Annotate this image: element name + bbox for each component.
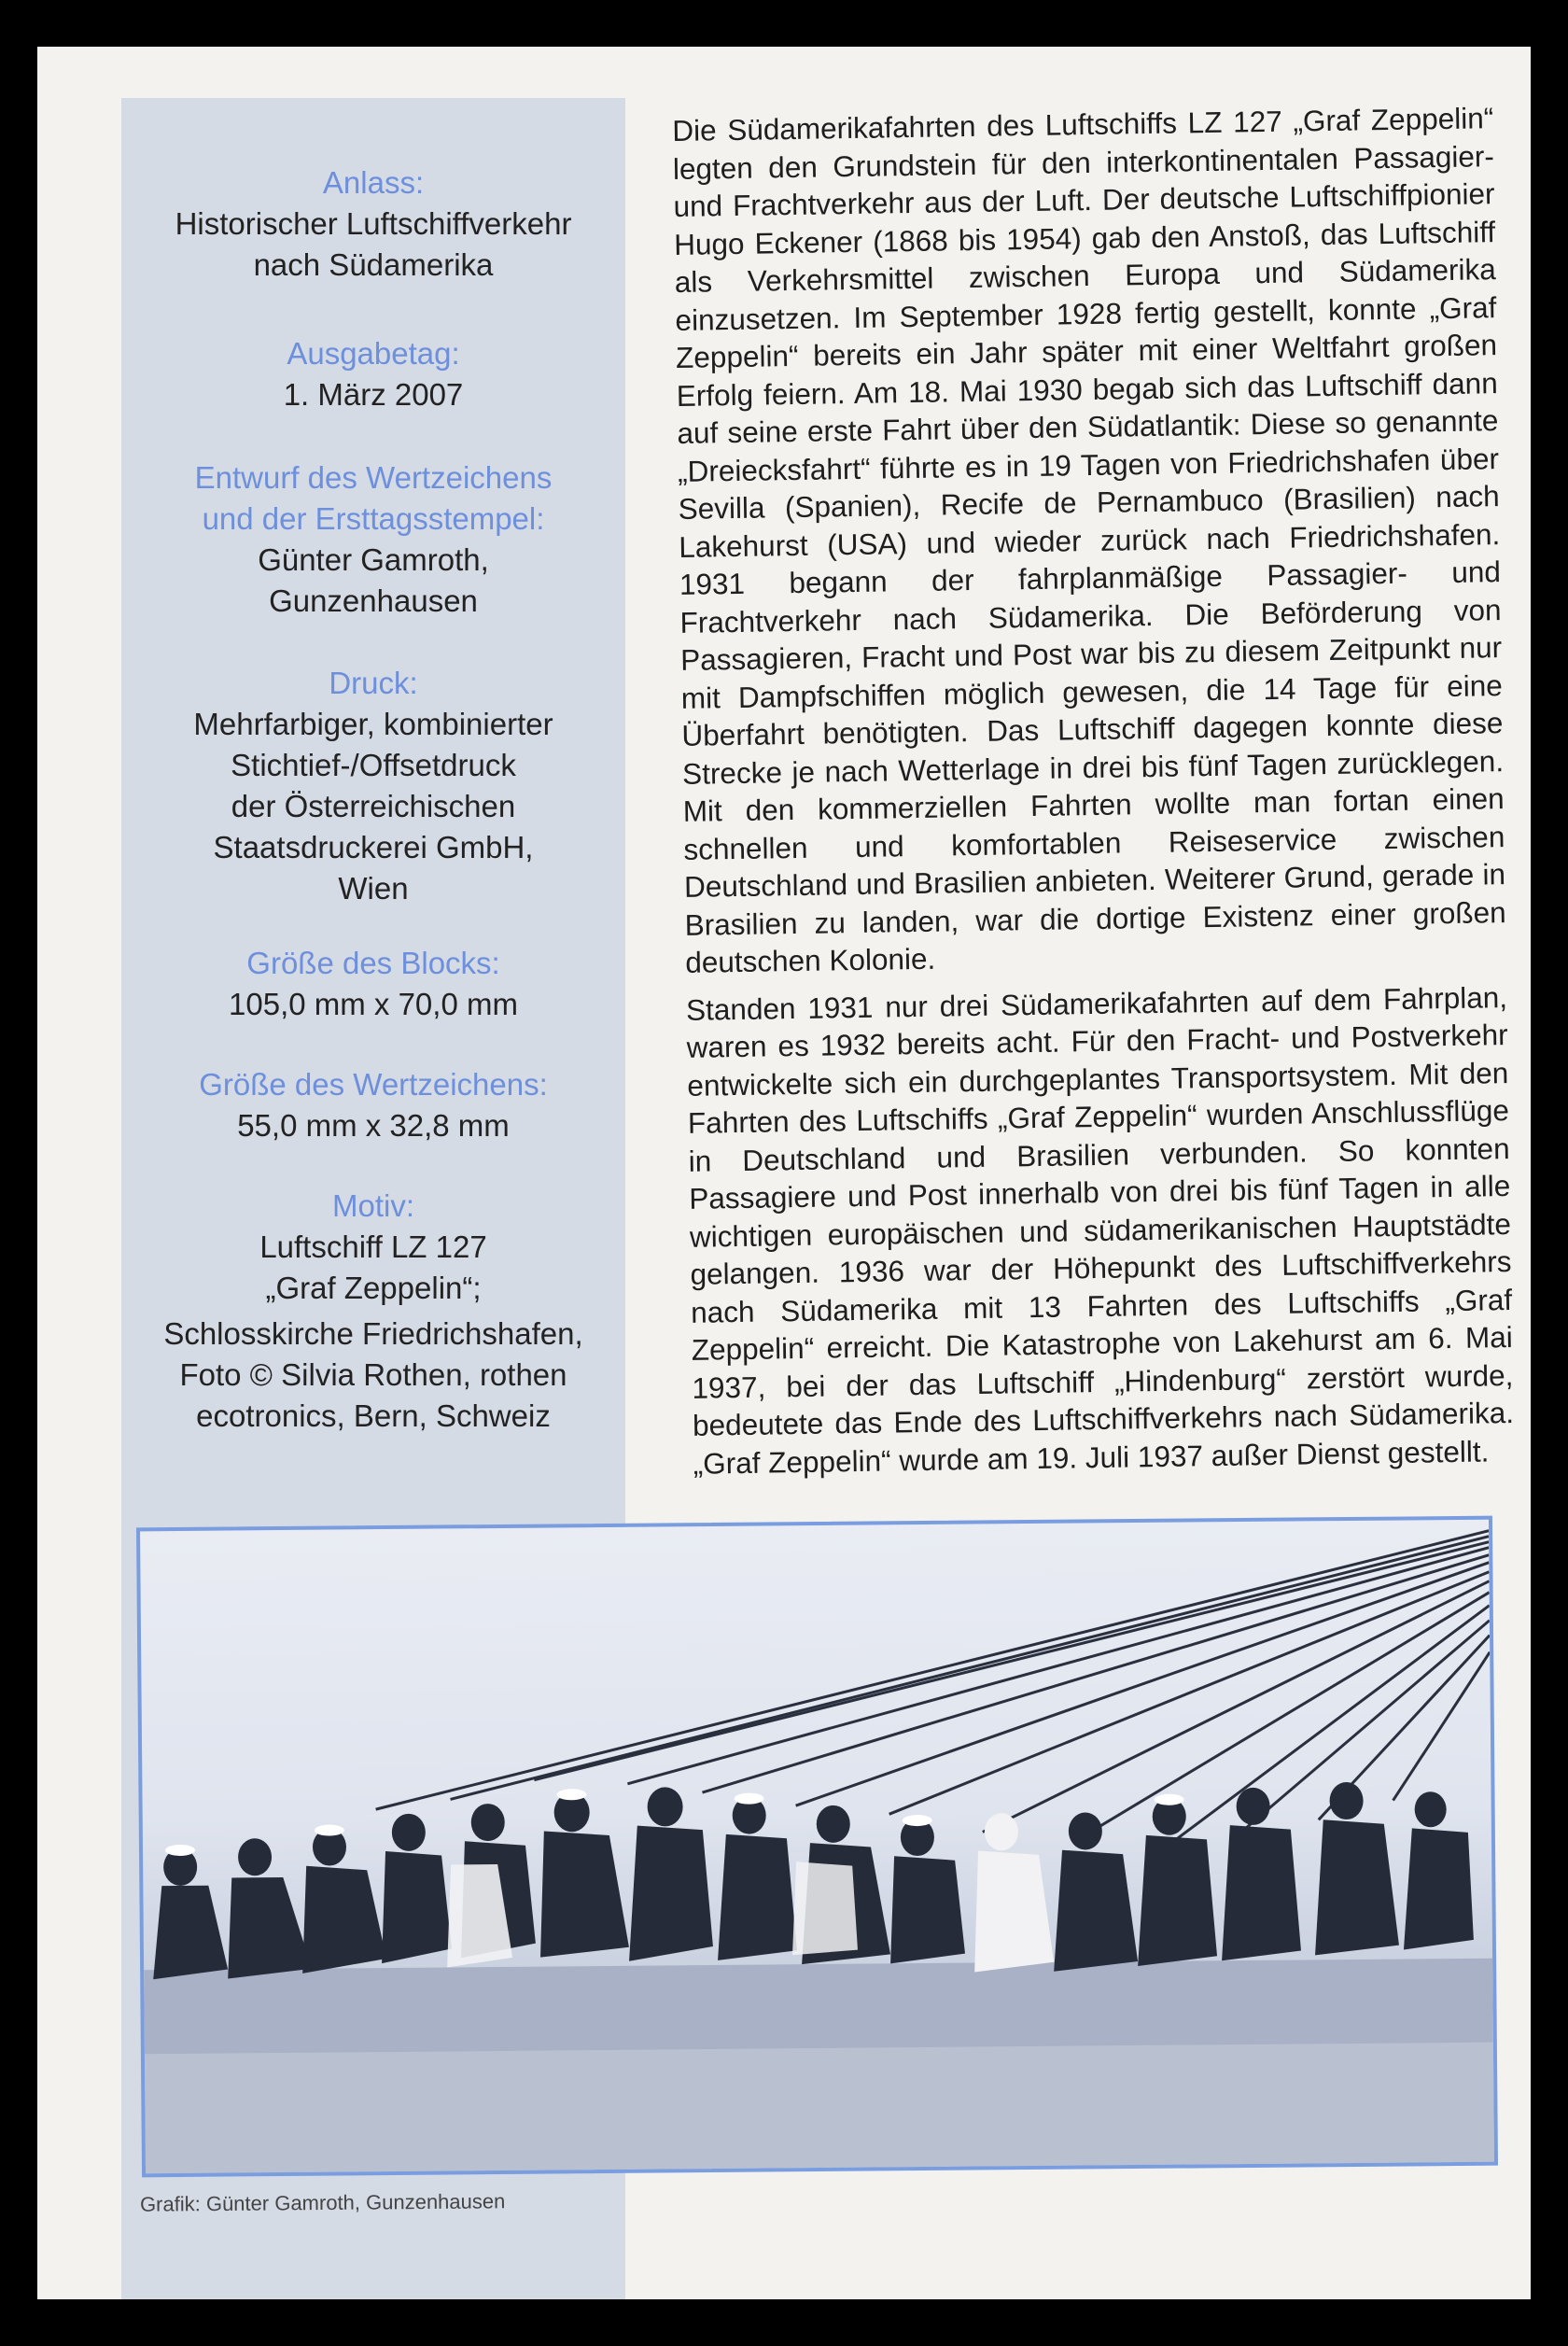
article-paragraph-1: Die Südamerikafahrten des Luftschiffs LZ 127 „Graf Zeppelin“ legten den Grundstein für den interkontinentalen Passagier- und Frachtverkehr aus der Luft. Der deutsche Luftschiffpionier Hugo Eckener (1868 bis 1954) gab den Anstoß, das Luftschiff als Verkehrsmittel zwischen Europa und Südamerika einzusetzen. Im September 1928 fertig gestellt, konnte „Graf Zeppelin“ bereits ein Jahr später mit einer Weltfahrt großen Erfolg feiern. Am 18. Mai 1930 begab sich das Luftschiff dann auf seine erste Fahrt über den Südatlantik: Diese so genannte „Dreiecksfahrt“ führte es in 19 Tagen von Friedrichshafen über Sevilla (Spanien), Recife de Pernambuco (Brasilien) nach Lakehurst (USA) und wieder zurück nach Friedrichshafen. 1931 begann der fahrplanmäßige Passagier- und Frachtverkehr nach Südamerika. Die Beförderung von Passagieren, Fracht und Post war bis zu diesem Zeitpunkt nur mit Dampfschiffen möglich gewesen, die 14 Tage für eine Überfahrt benötigten. Das Luftschiff dagegen konnte diese Strecke je nach Wetterlage in drei bis fünf Tagen zurücklegen. Mit den kommerziellen Fahrten wollte man fortan einen schnellen und komfortablen Reiseservice zwischen Deutschland und Brasilien anbieten. Weiterer Grund, gerade in Brasilien zu landen, war die dortige Existenz einer großen deutschen Kolonie. (672, 101, 1506, 979)
stamp-size-block (121, 1064, 625, 1146)
occasion-label: Anlass: (322, 165, 425, 200)
ground-crew-pulling-ropes-illustration (140, 1520, 1494, 2174)
occasion-value: Historischer Luftschiffverkehr nach Südamerika (175, 206, 572, 282)
article-body (672, 99, 1515, 1492)
print-block (121, 663, 625, 909)
design-label: Entwurf des Wertzeichens und der Ersttagsstempel: (194, 460, 553, 536)
motif-value: Luftschiff LZ 127 „Graf Zeppelin“; (259, 1229, 487, 1305)
block-size-value: 105,0 mm x 70,0 mm (229, 987, 518, 1021)
print-value: Mehrfarbiger, kombinierter Stichtief-/Offsetdruck der Österreichischen Staatsdruckerei GmbH, Wien (193, 707, 553, 906)
block-size-label: Größe des Blocks: (246, 946, 500, 980)
issue-date-value: 1. März 2007 (283, 377, 464, 412)
booklet-page (37, 47, 1531, 2299)
ground-highlight (145, 2043, 1494, 2174)
block-size-block (121, 943, 625, 1025)
stamp-size-label: Größe des Wertzeichens: (199, 1067, 548, 1102)
photo-credit-block (121, 1313, 625, 1437)
motif-label: Motiv: (331, 1188, 414, 1223)
issue-date-label: Ausgabetag: (287, 336, 460, 371)
historic-photo (136, 1516, 1498, 2178)
design-block (121, 457, 625, 622)
design-value: Günter Gamroth, Gunzenhausen (258, 542, 489, 618)
print-label: Druck: (329, 666, 418, 700)
issue-date-block (121, 333, 625, 415)
motif-block (121, 1186, 625, 1309)
article-paragraph-2: Standen 1931 nur drei Südamerikafahrten auf dem Fahrplan, waren es 1932 bereits acht. Für den Fracht- und Postverkehr entwickelte sich ein durchgeplantes Transportsystem. Mit den Fahrten des Luftschiffs „Graf Zeppelin“ wurden Anschlussflüge in Deutschland und Brasilien verbunden. So konnten Passagiere und Post innerhalb von drei bis fünf Tagen in alle wichtigen europäischen und südamerikanischen Hauptstädte gelangen. 1936 war der Höhepunkt des Luftschiffverkehrs nach Südamerika mit 13 Fahrten des Luftschiffs „Graf Zeppelin“ erreicht. Die Katastrophe von Lakehurst am 6. Mai 1937, bei der das Luftschiff „Hindenburg“ zerstört wurde, bedeutete das Ende des Luftschiffverkehrs nach Südamerika. „Graf Zeppelin“ wurde am 19. Juli 1937 außer Dienst gestellt. (685, 979, 1515, 1481)
stamp-size-value: 55,0 mm x 32,8 mm (237, 1108, 510, 1143)
photo-credit: Schlosskirche Friedrichshafen, Foto © Silvia Rothen, rothen ecotronics, Bern, Schweiz (163, 1316, 583, 1433)
ropes (373, 1531, 1491, 1851)
occasion-block (121, 162, 625, 286)
figure-caption: Grafik: Günter Gamroth, Gunzenhausen (139, 2189, 506, 2216)
